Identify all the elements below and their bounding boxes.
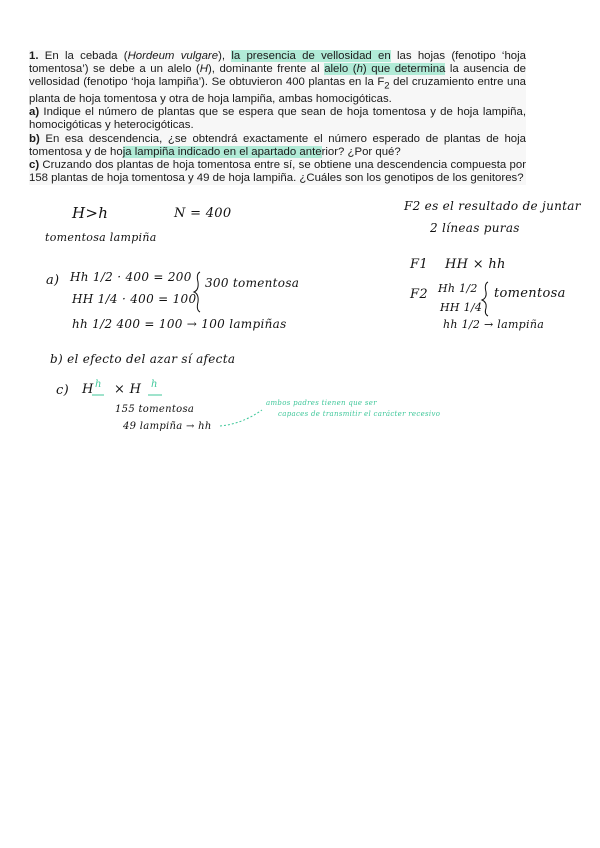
note-pure-lines: 2 líneas puras <box>430 221 520 235</box>
question-part-a: a) Indique el número de plantas que se espera que sean de hoja tomentosa y de hoja lampiña, homocigóticas y heterocigóticas. <box>29 106 526 132</box>
question-part-c: c) Cruzando dos plantas de hoja tomentosa entre sí, se obtiene una descendencia compuesta por 158 plantas de hoja tomentosa y 49 de hoja lampiña. ¿Cuáles son los genotipos de los genitores? <box>29 158 526 185</box>
note-dominance: H>h <box>72 204 109 222</box>
note-f2-group: tomentosa <box>494 286 566 301</box>
note-f2-row-hh-rec: hh 1/2 → lampiña <box>443 318 545 331</box>
note-c-blank2: h <box>151 379 158 390</box>
highlight: alelo (h) que determina <box>324 63 446 76</box>
brace-f2 <box>482 282 488 316</box>
note-c-blank1: h <box>95 379 102 390</box>
note-f2-row-hh-het: Hh 1/2 <box>438 282 478 295</box>
highlight: ja lampiña indicado en el apartado ante <box>122 145 322 158</box>
question-number: 1. <box>29 50 39 62</box>
note-f2-definition: F2 es el resultado de juntar <box>404 199 581 213</box>
note-c-count-lampina: 49 lampiña → hh <box>123 421 212 432</box>
green-note-line2: capaces de transmitir el carácter recesivo <box>278 410 441 418</box>
note-f1-cross: HH × hh <box>445 257 506 272</box>
note-c-count-tomentosa: 155 tomentosa <box>115 404 195 415</box>
species-name: Hordeum vulgare <box>127 50 219 62</box>
note-phenotypes: tomentosa lampiña <box>45 231 157 244</box>
note-a-row1: Hh 1/2 · 400 = 200 <box>70 270 192 284</box>
brace-a <box>194 272 200 312</box>
green-note-line1: ambos padres tienen que ser <box>266 399 377 407</box>
note-a-row3: hh 1/2 400 = 100 → 100 lampiñas <box>72 317 287 331</box>
highlight: la presencia de vellosidad en <box>231 50 391 62</box>
note-c-label: c) <box>56 383 69 398</box>
note-a-label: a) <box>46 273 60 288</box>
question-part-b: b) En esa descendencia, ¿se obtendrá exactamente el número esperado de plantas de hoja tomentosa y de hoja lampiña indicado en el apartado anterior? ¿Por qué? <box>29 132 526 158</box>
note-f1-label: F1 <box>410 257 428 272</box>
green-arrow-line <box>220 410 262 426</box>
note-c-parent1: H <box>82 382 94 397</box>
note-population: N = 400 <box>174 206 232 221</box>
note-b-answer: b) el efecto del azar sí afecta <box>50 352 236 366</box>
note-f2-row-hh-dom: HH 1/4 <box>440 301 483 314</box>
question-intro: 1. En la cebada (Hordeum vulgare), la presencia de vellosidad en las hojas (fenotipo ‘hoja tomentosa’) se debe a un alelo (H), dominante frente al alelo (h) que determina la ausencia de vellosidad (fenotipo ‘hoja lampiña’). Se obtuvieron 400 plantas en la $F_2$ del cruzamiento entre una planta de hoja tomentosa y otra de hoja lampiña, ambas homocigóticas. <box>29 50 527 105</box>
note-a-group: 300 tomentosa <box>205 276 300 290</box>
note-c-parent2: × H <box>114 382 142 397</box>
note-a-row2: HH 1/4 · 400 = 100 <box>72 292 197 306</box>
note-f2-label: F2 <box>410 287 428 302</box>
